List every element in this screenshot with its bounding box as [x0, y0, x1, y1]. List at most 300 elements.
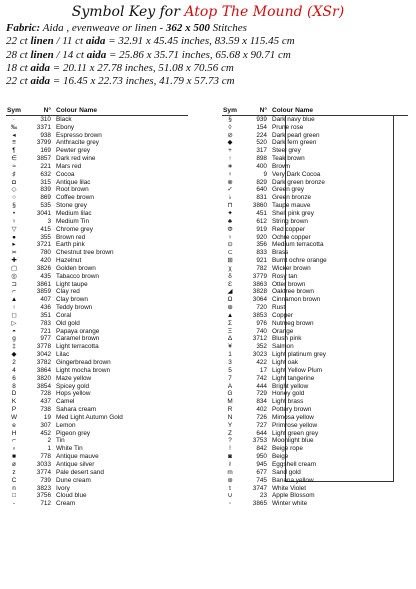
table-row [6, 445, 188, 453]
symbol-cell: ◻ [11, 311, 17, 319]
dmc-number-cell: 3826 [36, 264, 51, 272]
dmc-number-cell: 415 [40, 225, 51, 233]
colour-name-cell: Beige rope [272, 445, 303, 453]
table-row [6, 202, 188, 210]
dmc-number-cell: 444 [256, 382, 267, 390]
table-row [6, 257, 188, 265]
colour-name-header: Colour Name [272, 107, 314, 114]
sym-header: Sym [7, 107, 21, 114]
dmc-number-cell: 3774 [36, 468, 51, 476]
dmc-number-cell: 728 [40, 390, 51, 398]
table-row [222, 249, 408, 257]
table-row [6, 226, 188, 234]
dmc-number-cell: 3 [47, 217, 51, 225]
dmc-number-cell: 842 [256, 445, 267, 453]
table-row [6, 132, 188, 140]
symbol-cell: 5 [228, 366, 232, 374]
colour-name-cell: Light green grey [272, 429, 319, 437]
table-row [222, 226, 408, 234]
symbol-cell: ⊗ [227, 178, 233, 186]
colour-name-cell: Rosy tan [272, 272, 298, 280]
dmc-number-cell: 3778 [36, 343, 51, 351]
symbol-cell: ⊓ [227, 202, 233, 210]
size-part: linen [30, 35, 54, 48]
symbol-cell: Σ [228, 319, 232, 327]
symbol-cell: ◇ [11, 186, 17, 194]
table-header [6, 107, 188, 116]
symbol-cell: ♣ [227, 217, 233, 225]
table-row [6, 234, 188, 242]
dmc-number-cell: 3820 [36, 374, 51, 382]
dmc-number-cell: 3860 [252, 202, 267, 210]
symbol-cell: ♀ [227, 170, 233, 178]
symbol-cell: N [227, 413, 233, 421]
colour-name-cell: Light taupe [56, 280, 88, 288]
colour-name-cell: Oaktree brown [272, 288, 314, 296]
colour-name-cell: Antique silver [56, 460, 95, 468]
table-row [6, 194, 188, 202]
colour-name-cell: Winter white [272, 500, 308, 508]
colour-name-cell: Caramel brown [56, 335, 100, 343]
size-line [6, 49, 412, 62]
size-part: aida [30, 75, 51, 88]
colour-name-cell: Rust [272, 304, 286, 312]
table-row [222, 179, 408, 187]
table-row [222, 265, 408, 273]
colour-name-cell: Eggshell cream [272, 460, 317, 468]
dmc-number-cell: 3371 [36, 123, 51, 131]
sym-header: Sym [223, 107, 237, 114]
table-row [222, 500, 408, 508]
table-row [222, 492, 408, 500]
colour-name-cell: Golden brown [56, 264, 96, 272]
dmc-number-cell: 3854 [36, 382, 51, 390]
symbol-cell: Z [228, 429, 232, 437]
colour-name-cell: Dune cream [56, 476, 91, 484]
table-row [6, 398, 188, 406]
symbol-cell: g [12, 335, 16, 343]
symbol-cell: ○ [12, 194, 16, 202]
table-header [222, 107, 408, 116]
table-row [222, 155, 408, 163]
table-row [6, 469, 188, 477]
table-row [222, 241, 408, 249]
size-part: aida [85, 35, 106, 48]
colour-name-cell: Cinnamon brown [272, 296, 321, 304]
dmc-number-cell: 435 [40, 272, 51, 280]
dmc-number-cell: 23 [259, 492, 267, 500]
colour-name-cell: Chrome grey [56, 225, 93, 233]
table-row [222, 147, 408, 155]
table-row [222, 414, 408, 422]
symbol-cell: P [11, 406, 17, 414]
dmc-number-cell: 898 [256, 155, 267, 163]
dmc-number-cell: 420 [40, 257, 51, 265]
size-line [6, 75, 412, 88]
colour-name-cell: Coffee brown [56, 194, 94, 202]
colour-name-cell: Blush pink [272, 335, 302, 343]
table-row [222, 312, 408, 320]
colour-name-cell: Hazelnut [56, 257, 82, 265]
fabric-info [6, 22, 412, 88]
table-row [6, 406, 188, 414]
symbol-cell: □ [12, 492, 16, 500]
table-row [6, 241, 188, 249]
dmc-number-cell: 154 [256, 123, 267, 131]
dmc-number-cell: 712 [40, 500, 51, 508]
number-header: N° [43, 107, 51, 114]
colour-name-cell: Beige [272, 453, 289, 461]
symbol-cell: ◓ [12, 327, 16, 335]
colour-name-cell: Light oak [272, 359, 298, 366]
size-part: 28 ct [6, 48, 28, 61]
colour-name-cell: Light mocha brown [56, 366, 110, 374]
colour-name-cell: Old gold [56, 319, 80, 327]
colour-name-cell: Nutmeg brown [272, 319, 314, 327]
dmc-number-cell: 3799 [36, 139, 51, 147]
title-prefix: Symbol Key for [71, 4, 180, 20]
dmc-number-cell: 352 [256, 343, 267, 351]
colour-name-cell: Taupe mauve [272, 202, 311, 210]
size-line [6, 62, 412, 75]
symbol-key-table-right [222, 107, 408, 508]
dmc-number-cell: 740 [256, 327, 267, 335]
colour-name-cell: Very Dark Cocoa [272, 170, 321, 178]
dmc-number-cell: 351 [40, 311, 51, 319]
symbol-key-table-left [6, 107, 188, 508]
dmc-number-cell: 939 [256, 115, 267, 123]
colour-name-cell: Tin [56, 437, 65, 445]
table-row [6, 179, 188, 187]
colour-name-cell: Gingerbread brown [56, 359, 111, 366]
dmc-number-cell: 2 [47, 437, 51, 445]
table-row [222, 351, 408, 359]
symbol-cell: ● [12, 233, 16, 241]
symbol-cell: ⊂ [227, 249, 233, 257]
colour-name-cell: Light tangerine [272, 374, 315, 382]
colour-name-cell: Shell pink grey [272, 209, 314, 217]
symbol-cell: ▽ [11, 225, 17, 233]
dmc-number-cell: 3861 [36, 280, 51, 288]
dmc-number-cell: 3823 [36, 484, 51, 492]
table-row [6, 453, 188, 461]
dmc-number-cell: 831 [256, 194, 267, 202]
table-row [6, 437, 188, 445]
colour-name-cell: Brown [272, 162, 291, 170]
colour-name-cell: Chestnut tree brown [56, 249, 114, 257]
dmc-number-cell: 3042 [36, 351, 51, 359]
colour-name-cell: Clay red [56, 288, 80, 296]
colour-name-cell: Pale desert sand [56, 468, 104, 476]
symbol-cell: t [229, 484, 231, 492]
colour-name-cell: Medium terracotta [272, 241, 324, 249]
table-row [222, 485, 408, 493]
colour-name-cell: Primrose yellow [272, 421, 318, 429]
colour-name-cell: Mimosa yellow [272, 413, 314, 421]
colour-name-cell: Bright yellow [272, 382, 309, 390]
table-row [222, 445, 408, 453]
table-row [222, 343, 408, 351]
table-row [6, 500, 188, 508]
colour-name-cell: Wicker brown [272, 264, 311, 272]
colour-name-cell: Cocoa [56, 170, 75, 178]
table-row [6, 414, 188, 422]
table-row [6, 351, 188, 359]
colour-name-cell: Orange [272, 327, 294, 335]
dmc-number-cell: 833 [256, 249, 267, 257]
symbol-cell: 8 [12, 382, 16, 390]
table-row [6, 383, 188, 391]
dmc-number-cell: 402 [256, 406, 267, 414]
table-row [222, 422, 408, 430]
symbol-cell: ◊ [228, 123, 232, 131]
symbol-cell: ◆ [227, 139, 233, 147]
colour-name-cell: Brass [272, 249, 289, 257]
table-row [222, 171, 408, 179]
symbol-cell: § [12, 202, 16, 210]
table-row [6, 163, 188, 171]
colour-name-cell: Teak brown [272, 155, 305, 163]
dmc-number-cell: 535 [40, 202, 51, 210]
symbol-cell: ∗ [227, 162, 233, 170]
dmc-number-cell: 19 [43, 413, 51, 421]
dmc-number-cell: 3033 [36, 460, 51, 468]
table-row [6, 147, 188, 155]
table-row [222, 281, 408, 289]
colour-name-cell: Prune rose [272, 123, 304, 131]
colour-name-cell: Antique lilac [56, 178, 91, 186]
symbol-cell: ‰ [10, 123, 18, 131]
table-row [222, 139, 408, 147]
colour-name-cell: Cloud blue [56, 492, 87, 500]
symbol-cell: δ [228, 272, 232, 280]
symbol-cell: Φ [227, 225, 233, 233]
table-row [222, 406, 408, 414]
symbol-cell: ▲ [10, 296, 18, 304]
dmc-number-cell: 3779 [252, 272, 267, 280]
symbol-cell: ⊙ [227, 241, 233, 249]
symbol-cell: ✚ [11, 257, 17, 265]
colour-name-cell: Antique mauve [56, 453, 99, 461]
table-row [6, 186, 188, 194]
size-part: = 32.91 x 45.45 inches, 83.59 x 115.45 cm [108, 35, 295, 48]
dmc-number-cell: 9 [263, 170, 267, 178]
symbol-cell: ■ [12, 453, 16, 461]
symbol-cell: ▲ [226, 311, 234, 319]
colour-name-cell: Pottery brown [272, 406, 312, 414]
dmc-number-cell: 782 [256, 264, 267, 272]
table-row [222, 430, 408, 438]
dmc-number-cell: 224 [256, 131, 267, 139]
dmc-number-cell: 976 [256, 319, 267, 327]
dmc-number-cell: 921 [256, 257, 267, 265]
colour-name-cell: Brown red [56, 233, 86, 241]
table-row [6, 273, 188, 281]
colour-name-cell: Anthracite grey [56, 139, 99, 147]
symbol-cell: ¥ [228, 343, 232, 351]
dmc-number-cell: 452 [40, 429, 51, 437]
table-row [222, 132, 408, 140]
dmc-number-cell: 3747 [252, 484, 267, 492]
symbol-cell: Ω [227, 296, 233, 304]
symbol-cell: + [228, 147, 232, 155]
size-part: / 14 ct [56, 48, 84, 61]
table-row [222, 328, 408, 336]
colour-name-cell: Lemon [56, 421, 76, 429]
dmc-number-cell: 436 [40, 304, 51, 312]
colour-name-cell: Coral [56, 311, 72, 319]
colour-name-cell: Light terracotta [56, 343, 99, 351]
dmc-number-cell: 3064 [252, 296, 267, 304]
size-part: = 25.86 x 35.71 inches, 65.68 x 90.71 cm [109, 48, 291, 61]
symbol-cell: ✓ [227, 186, 233, 194]
dmc-number-cell: 632 [40, 170, 51, 178]
dmc-number-cell: 307 [40, 421, 51, 429]
symbol-cell: ◘ [12, 178, 16, 186]
dmc-number-cell: 869 [40, 194, 51, 202]
colour-name-cell: Steel grey [272, 147, 301, 155]
colour-name-cell: Papaya orange [56, 327, 100, 335]
colour-name-cell: Pewter grey [56, 147, 91, 155]
table-row [6, 171, 188, 179]
dmc-number-cell: 3864 [36, 366, 51, 374]
dmc-number-cell: 919 [256, 225, 267, 233]
colour-name-cell: Red copper [272, 225, 306, 233]
symbol-cell: K [11, 398, 17, 406]
pattern-name: Atop The Mound (XSr) [184, 4, 345, 20]
table-row [6, 343, 188, 351]
dmc-number-cell: 310 [40, 115, 51, 123]
symbol-cell: ? [228, 437, 232, 445]
dmc-number-cell: 742 [256, 374, 267, 382]
symbol-cell: ! [229, 445, 231, 453]
symbol-cell: R [227, 406, 233, 414]
dmc-number-cell: 400 [256, 162, 267, 170]
symbol-cell: · [12, 115, 16, 123]
colour-name-cell: Dark red wine [56, 155, 96, 163]
colour-name-cell: Hops yellow [56, 390, 91, 398]
table-row [222, 383, 408, 391]
dmc-number-cell: 3857 [36, 155, 51, 163]
symbol-cell: ▸ [12, 241, 16, 249]
symbol-cell: - [12, 500, 16, 508]
dmc-number-cell: 677 [256, 468, 267, 476]
symbol-cell: ⸗ [12, 445, 16, 453]
stitch-count: 362 x 500 [165, 22, 210, 34]
table-row [6, 375, 188, 383]
symbol-cell: D [11, 390, 17, 398]
table-row [6, 304, 188, 312]
dmc-number-cell: 739 [40, 476, 51, 484]
size-part: aida [86, 48, 107, 61]
dmc-number-cell: 3828 [252, 288, 267, 296]
symbol-cell: ♯ [12, 170, 16, 178]
symbol-cell: ≍ [11, 249, 17, 257]
dmc-number-cell: 3863 [252, 280, 267, 288]
table-rows [222, 116, 408, 508]
table-row [6, 210, 188, 218]
colour-name-cell: Medium Tin [56, 217, 90, 225]
colour-name-cell: Camel [56, 398, 75, 406]
symbol-cell: ◙ [228, 453, 232, 461]
fabric-line [6, 22, 412, 35]
size-lines [6, 35, 412, 88]
colour-name-cell: Otter brown [272, 280, 306, 288]
symbol-cell: e [12, 421, 16, 429]
colour-name-cell: Medium lilac [56, 209, 92, 217]
number-header: N° [259, 107, 267, 114]
dmc-number-cell: 721 [40, 327, 51, 335]
symbol-cell: ▷ [11, 319, 17, 327]
symbol-cell: ‡ [12, 343, 16, 351]
symbol-cell: ▢ [10, 264, 18, 272]
colour-name-cell: Salmon [272, 343, 294, 351]
symbol-cell: 3 [228, 359, 232, 366]
colour-name-cell: Cream [56, 500, 76, 508]
table-row [6, 477, 188, 485]
dmc-number-cell: 950 [256, 453, 267, 461]
symbol-cell: § [228, 115, 232, 123]
colour-name-cell: Light platinum grey [272, 351, 326, 359]
dmc-number-cell: 3859 [36, 288, 51, 296]
colour-name-cell: Espresso brown [56, 131, 102, 139]
table-rows [6, 116, 188, 508]
dmc-number-cell: 3865 [252, 500, 267, 508]
colour-name-cell: Dark green bronze [272, 178, 325, 186]
symbol-cell: W [10, 413, 18, 421]
dmc-number-cell: 738 [40, 406, 51, 414]
table-row [6, 139, 188, 147]
colour-name-cell: Root brown [56, 186, 89, 194]
symbol-cell: C [11, 476, 17, 484]
table-row [6, 320, 188, 328]
dmc-number-cell: 520 [256, 139, 267, 147]
table-row [222, 234, 408, 242]
dmc-number-cell: 317 [256, 147, 267, 155]
dmc-number-cell: 834 [256, 398, 267, 406]
table-row [6, 335, 188, 343]
symbol-cell: ⊐ [11, 280, 17, 288]
table-row [6, 312, 188, 320]
dmc-number-cell: 780 [40, 249, 51, 257]
dmc-number-cell: 778 [40, 453, 51, 461]
dmc-number-cell: 451 [256, 209, 267, 217]
colour-name-cell: Spicey gold [56, 382, 90, 390]
table-row [6, 485, 188, 493]
dmc-number-cell: 3753 [252, 437, 267, 445]
dmc-number-cell: 729 [256, 390, 267, 398]
dmc-number-cell: 783 [40, 319, 51, 327]
table-row [222, 288, 408, 296]
table-row [222, 398, 408, 406]
symbol-cell: ø [12, 460, 16, 468]
dmc-number-cell: 422 [256, 359, 267, 366]
symbol-cell: Ɛ [228, 280, 232, 288]
size-part: 22 ct [6, 75, 28, 88]
symbol-cell: ↑ [228, 155, 232, 163]
table-row [6, 390, 188, 398]
symbol-cell: 1 [228, 351, 232, 359]
table-row [6, 124, 188, 132]
dmc-number-cell: 3023 [252, 351, 267, 359]
colour-name-cell: String brown [272, 217, 308, 225]
colour-name-cell: Green bronze [272, 194, 312, 202]
colour-name-cell: Earth pink [56, 241, 85, 249]
table-row [6, 155, 188, 163]
colour-name-cell: Ochre copper [272, 233, 311, 241]
size-part: = 20.11 x 27.78 inches, 51.08 x 70.56 cm [52, 61, 234, 74]
colour-name-cell: Light brass [272, 398, 304, 406]
